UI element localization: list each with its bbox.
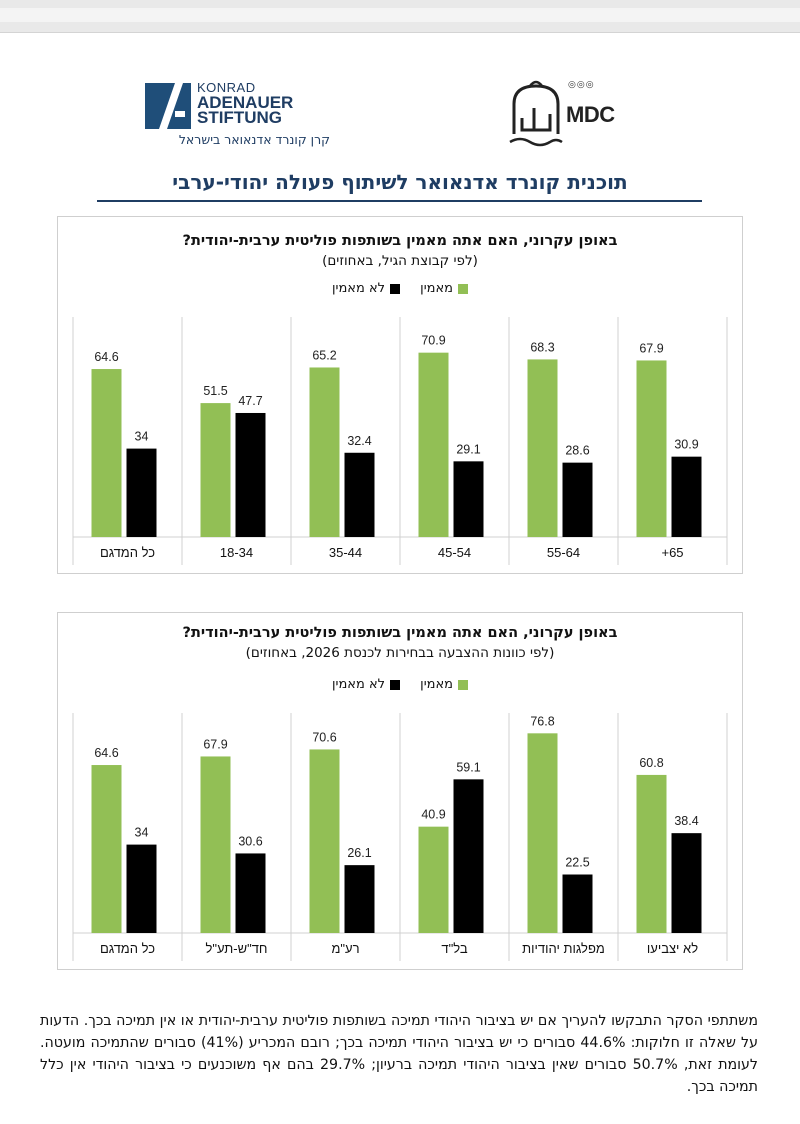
bar-trust (310, 749, 340, 933)
data-label: 59.1 (456, 760, 481, 775)
bar-trust (419, 827, 449, 933)
category-label: מפלגות יהודיות (522, 941, 605, 956)
bar-trust (528, 733, 558, 933)
kas-logo-mark (145, 83, 191, 129)
data-label: 70.9 (421, 333, 446, 348)
category-label: 35-44 (328, 545, 363, 560)
data-label: 47.7 (238, 393, 263, 408)
bar-no-trust (672, 457, 702, 537)
bar-chart-vote (58, 613, 742, 969)
chart-title: באופן עקרוני, האם אתה מאמין בשותפות פוליטית ערבית-יהודית? (182, 625, 618, 641)
mdc-logo (506, 78, 616, 150)
data-label: 76.8 (530, 714, 555, 729)
kas-logo (145, 80, 330, 150)
bar-no-trust (672, 833, 702, 933)
legend-label: מאמין (420, 281, 453, 296)
bar-no-trust (563, 463, 593, 537)
kas-logo-wordmark (197, 80, 293, 125)
data-label: 60.8 (639, 755, 664, 770)
bar-no-trust (345, 453, 375, 537)
data-label: 64.6 (94, 350, 119, 365)
browser-top-bar-strip (0, 8, 800, 22)
bar-no-trust (236, 413, 266, 537)
data-label: 28.6 (565, 443, 590, 458)
kas-line2: ADENAUER (197, 93, 294, 112)
chart-title: באופן עקרוני, האם אתה מאמין בשותפות פוליטית ערבית-יהודית? (182, 233, 618, 249)
kas-line3: STIFTUNG (197, 108, 282, 127)
data-label: 34 (134, 825, 149, 840)
category-label: 65+ (661, 545, 684, 560)
bar-no-trust (454, 779, 484, 933)
bar-trust (419, 353, 449, 537)
bar-trust (92, 369, 122, 537)
category-label: 18-34 (219, 545, 254, 560)
bar-trust (201, 756, 231, 933)
browser-top-bar (0, 0, 800, 33)
legend-label: לא מאמין (332, 281, 386, 296)
data-label: 40.9 (421, 807, 446, 822)
category-label: לא יצביעו (646, 941, 699, 956)
bar-no-trust (236, 853, 266, 933)
category-label: 45-54 (437, 545, 472, 560)
bar-trust (637, 775, 667, 933)
kas-hebrew-name: קרן קונרד אדנאואר בישראל (178, 132, 330, 147)
page-title: תוכנית קונרד אדנאואר לשיתוף פעולה יהודי-ערבי (172, 170, 628, 194)
data-label: 26.1 (347, 846, 372, 861)
mdc-dots-icon: ◎◎◎ (568, 80, 595, 90)
data-label: 67.9 (639, 341, 664, 356)
data-label: 29.1 (456, 442, 481, 457)
chart-subtitle: (לפי קבוצת הגיל, באחוזים) (322, 253, 478, 269)
bar-no-trust (345, 865, 375, 933)
kas-line1: KONRAD (197, 80, 256, 95)
chart-panel-age (57, 216, 743, 574)
bar-trust (92, 765, 122, 933)
bar-trust (201, 403, 231, 537)
title-divider (97, 200, 702, 202)
data-label: 34 (134, 429, 149, 444)
mdc-wordmark: MDC (566, 102, 615, 127)
legend-label: לא מאמין (332, 677, 386, 692)
bar-no-trust (127, 845, 157, 933)
category-label: רע"מ (331, 941, 360, 956)
data-label: 67.9 (203, 737, 228, 752)
data-label: 68.3 (530, 340, 555, 355)
data-label: 30.9 (674, 437, 699, 452)
chart-panel-vote (57, 612, 743, 970)
body-paragraph: משתתפי הסקר התבקשו להעריך אם יש בציבור היהודי תמיכה בשותפות פוליטית ערבית-יהודית או אין תמיכה בכך. הדעות על שאלה זו חלוקות: 44.6% סבורים כי יש בציבור היהודי תמיכה בכך; רובם המכריע (41%) סבורים שהתמיכה מועטה. לעומת זאת, 50.7% סבורים שאין בציבור היהודי תמיכה ברעיון; 29.7% בהם אף משוכנעים כי בציבור היהודי אין כלל תמיכה בכך. (40, 1013, 758, 1095)
category-label: חד"ש-תע"ל (205, 941, 268, 956)
data-label: 30.6 (238, 834, 263, 849)
data-label: 38.4 (674, 814, 699, 829)
bar-trust (637, 360, 667, 537)
data-label: 65.2 (312, 348, 337, 363)
bar-trust (310, 367, 340, 537)
category-label: כל המדגם (99, 941, 156, 956)
category-label: 55-64 (546, 545, 581, 560)
data-label: 32.4 (347, 433, 372, 448)
legend-label: מאמין (420, 677, 453, 692)
bar-trust (528, 359, 558, 537)
bar-chart-age (58, 217, 742, 573)
category-label: בל"ד (441, 941, 468, 956)
chart-subtitle: (לפי כוונות ההצבעה בבחירות לכנסת 2026, באחוזים) (245, 645, 555, 661)
data-label: 70.6 (312, 730, 337, 745)
bar-no-trust (563, 875, 593, 934)
data-label: 64.6 (94, 746, 119, 761)
bar-no-trust (454, 461, 484, 537)
mdc-emblem (506, 78, 566, 150)
data-label: 51.5 (203, 384, 228, 399)
bar-no-trust (127, 449, 157, 537)
category-label: כל המדגם (99, 545, 156, 560)
data-label: 22.5 (565, 855, 590, 870)
